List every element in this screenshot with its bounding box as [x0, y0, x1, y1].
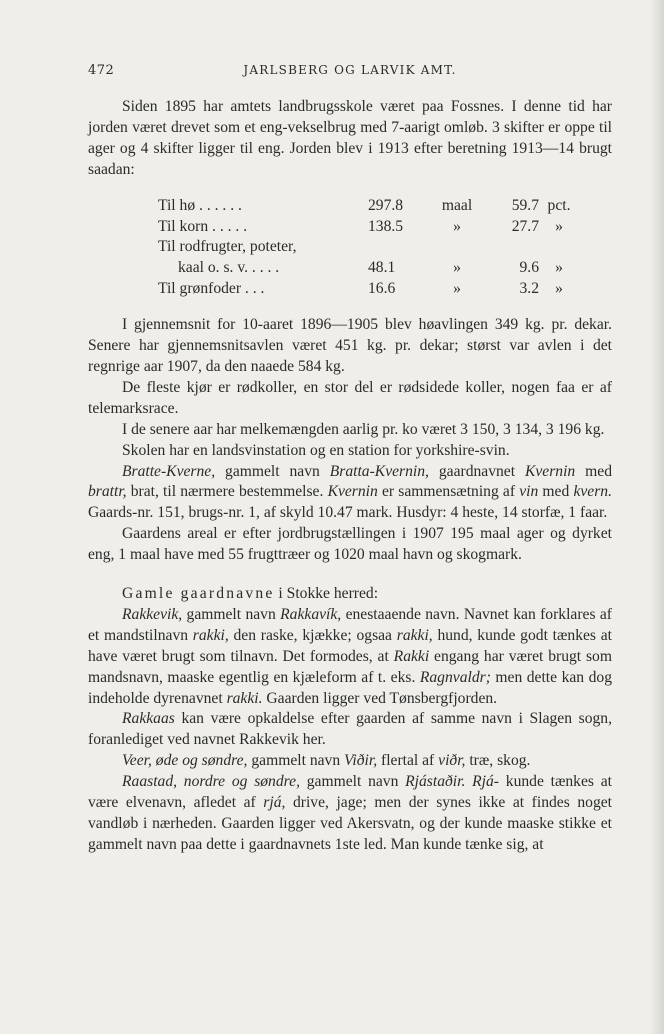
- bratte-kverne-paragraph: [88, 462, 612, 525]
- row-value: 48.1: [368, 259, 396, 277]
- italic-term: rakki,: [396, 626, 433, 644]
- row-unit: [423, 237, 491, 258]
- farm-name: Bratte-Kverne,: [122, 462, 216, 480]
- text-run: drive, jage; men der synes ikke at findes noget vandløb i nærheden. Gaarden ligger ved Akersvatn, og der kunde maaske stikke et gammelt navn paa dette i gaardnavnets 1ste led. Man kunde tænke sig, at: [88, 794, 613, 853]
- page-edge-shadow: [650, 0, 664, 1034]
- text-run: men dette kan dog indeholde dyrenavnet: [88, 668, 612, 707]
- row-percent: 9.6: [519, 259, 539, 277]
- italic-term: rakki.: [226, 689, 263, 707]
- italic-term: brattr,: [88, 483, 127, 501]
- row-label: Til hø . . . . . .: [158, 196, 242, 214]
- text-run: kan være opkaldelse efter gaarden af samme navn i Slagen sogn, foranlediget ved navnet Rakkevik her.: [88, 710, 612, 749]
- farm-name: Raastad, nordre og søndre,: [122, 773, 300, 791]
- row-value: 297.8: [368, 196, 404, 214]
- yield-paragraph: I gjennemsnit for 10-aaret 1896—1905 blev høavlingen 349 kg. pr. dekar. Senere har gjennemsnitsavlen været 451 kg. pr. dekar; størst var avlen i det regnrige aar 1907, da den naaede 584 kg.: [88, 316, 612, 375]
- text-run: med: [538, 483, 574, 501]
- page-body: [88, 97, 612, 856]
- row-percent: 59.7: [511, 196, 539, 214]
- row-unit: maal: [441, 196, 473, 214]
- farm-name: Rakkaas: [122, 710, 175, 728]
- old-name: Rakkavík,: [280, 605, 342, 623]
- text-run: gaardnavnet: [428, 462, 525, 480]
- italic-term: Kvernin: [524, 462, 576, 480]
- table-row: [158, 258, 579, 279]
- text-run: enestaaende navn. Navnet kan forklares af et mandstilnavn: [88, 605, 612, 644]
- milk-paragraph: I de senere aar har melkemængden aarlig pr. ko været 3 150, 3 134, 3 196 kg.: [122, 420, 605, 438]
- running-title: JARLSBERG OG LARVIK AMT.: [243, 63, 457, 77]
- old-name: Viðir,: [344, 752, 378, 770]
- raastad-paragraph: [88, 772, 612, 856]
- text-run: gammelt navn: [182, 605, 281, 623]
- text-run: brat, til nærmere bestemmelse.: [126, 483, 328, 501]
- row-percent: [491, 237, 539, 258]
- italic-term: rakki,: [192, 626, 229, 644]
- section-heading: [88, 584, 612, 605]
- text-run: med: [575, 462, 613, 480]
- text-run: engang har været brugt som mandsnavn, maaske egentlig en kjæleform af t. eks.: [88, 647, 612, 686]
- heading-rest-text: i Stokke herred:: [274, 585, 379, 603]
- row-unit: »: [453, 259, 461, 277]
- veer-paragraph: [88, 751, 612, 772]
- text-run: Gaarden ligger ved Tønsbergfjorden.: [262, 689, 498, 707]
- row-label: kaal o. s. v. . . . .: [178, 259, 280, 277]
- table-row: [158, 217, 579, 238]
- italic-term: vin: [519, 483, 539, 501]
- rakkevik-paragraph: [88, 605, 612, 710]
- heading-spaced-text: Gamle gaardnavne: [122, 585, 275, 603]
- page-header: [88, 63, 612, 83]
- text-run: gammelt navn: [247, 752, 345, 770]
- italic-term: Rjá-: [472, 773, 499, 791]
- row-value: 138.5: [368, 217, 404, 235]
- row-label: Til grønfoder . . .: [158, 280, 265, 298]
- row-label: Til rodfrugter, poteter,: [158, 238, 297, 256]
- old-name: Bratta-Kvernin,: [329, 462, 429, 480]
- row-percent: 3.2: [519, 280, 539, 298]
- row-percent-unit: [539, 237, 579, 258]
- row-percent-unit: »: [555, 259, 563, 277]
- old-name: Rjástaðir.: [405, 773, 466, 791]
- school-paragraph: Skolen har en landsvinstation og en station for yorkshire-svin.: [122, 441, 510, 459]
- row-percent-unit: »: [555, 217, 563, 235]
- row-value: 16.6: [368, 280, 396, 298]
- farm-name: Rakkevik,: [122, 605, 183, 623]
- row-value: [368, 237, 423, 258]
- row-percent-unit: pct.: [547, 196, 571, 214]
- area-paragraph: Gaardens areal er efter jordbrugstællingen i 1907 195 maal ager og dyrket eng, 1 maal have med 55 frugttræer og 1020 maal havn og skogmark.: [88, 525, 612, 564]
- italic-term: viðr,: [438, 752, 466, 770]
- row-unit: »: [453, 280, 461, 298]
- land-use-table: [158, 196, 579, 301]
- text-run: hund, kunde godt tænkes at have været brugt som tilnavn. Det formodes, at: [88, 626, 612, 665]
- table-row: [158, 279, 579, 300]
- rakkaas-paragraph: [88, 709, 612, 751]
- text-run: gammelt navn: [299, 773, 406, 791]
- table-row: [158, 237, 579, 258]
- text-run: den raske, kjække; ogsaa: [228, 626, 397, 644]
- page-number: 472: [88, 63, 115, 78]
- row-label: Til korn . . . . .: [158, 217, 248, 235]
- row-percent: 27.7: [511, 217, 539, 235]
- row-percent-unit: »: [555, 280, 563, 298]
- text-run: Gaards-nr. 151, brugs-nr. 1, af skyld 10.47 mark. Husdyr: 4 heste, 14 storfæ, 1 faar.: [88, 504, 608, 522]
- italic-term: Ragnvaldr;: [419, 668, 491, 686]
- row-unit: »: [453, 217, 461, 235]
- text-run: gammelt navn: [215, 462, 330, 480]
- cattle-paragraph: De fleste kjør er rødkoller, en stor del er rødsidede koller, nogen faa er af telemarksrace.: [88, 378, 612, 417]
- italic-term: Kvernin: [327, 483, 378, 501]
- text-run: er sammensætning af: [377, 483, 520, 501]
- text-run: kunde tænkes at være elvenavn, afledet af: [88, 773, 612, 812]
- italic-term: Rakki: [393, 647, 430, 665]
- italic-term: rjá,: [263, 794, 286, 812]
- italic-term: kvern.: [573, 483, 612, 501]
- text-run: flertal af: [377, 752, 439, 770]
- intro-paragraph: Siden 1895 har amtets landbrugsskole været paa Fossnes. I denne tid har jorden været drevet som et eng-vekselbrug med 7-aarigt omløb. 3 skifter er oppe til ager og 4 skifter ligger til eng. Jorden blev i 1913 efter beretning 1913—14 brugt saadan:: [88, 98, 612, 178]
- text-run: træ, skog.: [465, 752, 531, 770]
- farm-name: Veer, øde og søndre,: [122, 752, 248, 770]
- table-row: [158, 196, 579, 217]
